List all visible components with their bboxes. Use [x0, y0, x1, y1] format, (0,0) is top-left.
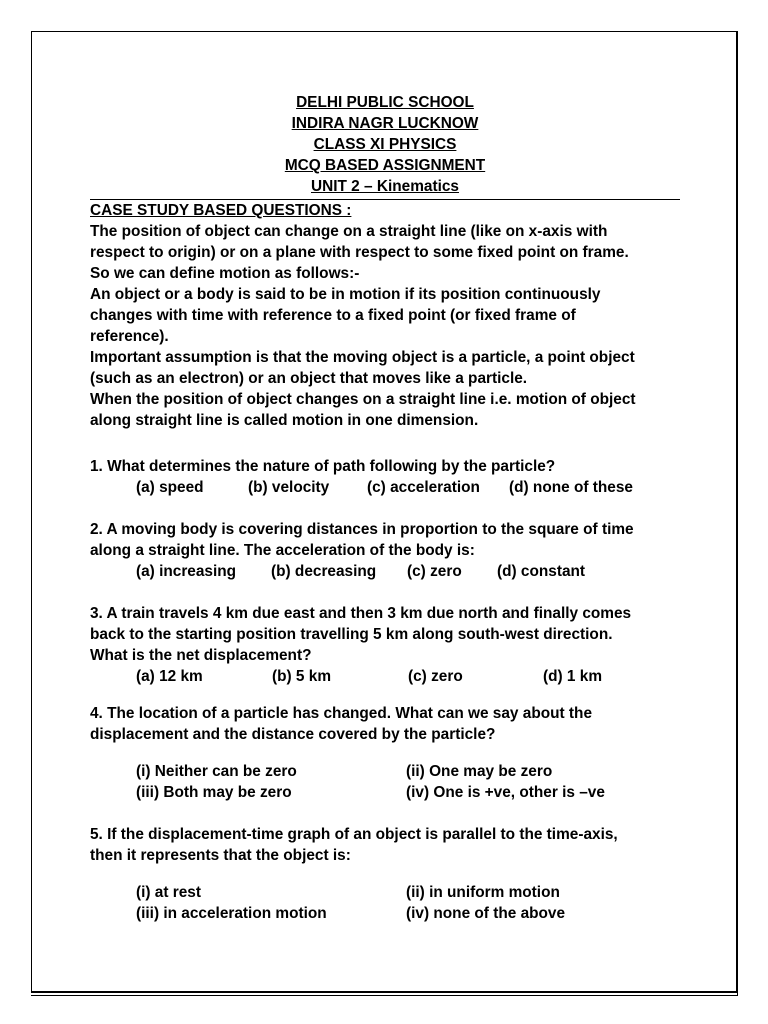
option-d: (d) none of these — [509, 479, 633, 496]
option-b: (b) 5 km — [272, 668, 332, 685]
intro-line: (such as an electron) or an object that moves like a particle. — [90, 370, 528, 387]
option-a: (a) 12 km — [136, 668, 203, 685]
question-text: 5. If the displacement-time graph of an object is parallel to the time-axis, — [90, 826, 618, 843]
question-1 — [90, 456, 690, 498]
option-iii: (iii) Both may be zero — [136, 784, 292, 801]
class-title: CLASS XI PHYSICS — [313, 136, 457, 153]
document-body — [90, 92, 690, 924]
question-4 — [90, 703, 690, 803]
question-options — [90, 882, 690, 924]
school-name: DELHI PUBLIC SCHOOL — [296, 94, 474, 111]
question-5 — [90, 824, 690, 924]
option-b: (b) velocity — [248, 479, 330, 496]
intro-line: changes with time with reference to a fixed point (or fixed frame of — [90, 307, 576, 324]
option-ii: (ii) in uniform motion — [406, 884, 560, 901]
question-text: 1. What determines the nature of path following by the particle? — [90, 458, 556, 475]
question-text: back to the starting position travelling 5 km along south-west direction. — [90, 626, 613, 643]
option-i: (i) Neither can be zero — [136, 763, 297, 780]
option-d: (d) 1 km — [543, 668, 603, 685]
intro-line: When the position of object changes on a straight line i.e. motion of object — [90, 391, 636, 408]
question-options — [90, 666, 690, 687]
intro-line: Important assumption is that the moving object is a particle, a point object — [90, 349, 635, 366]
page-border-right — [737, 31, 738, 996]
option-c: (c) zero — [407, 563, 462, 580]
school-location: INDIRA NAGR LUCKNOW — [291, 115, 479, 132]
option-iv: (iv) none of the above — [406, 905, 566, 922]
page-border-bottom-outer — [31, 995, 738, 996]
option-iii: (iii) in acceleration motion — [136, 905, 327, 922]
question-3 — [90, 603, 690, 687]
option-b: (b) decreasing — [271, 563, 377, 580]
intro-line: respect to origin) or on a plane with respect to some fixed point on frame. — [90, 244, 629, 261]
question-text: 2. A moving body is covering distances in proportion to the square of time — [90, 521, 634, 538]
question-text: 4. The location of a particle has changed. What can we say about the — [90, 705, 593, 722]
document-header — [90, 92, 680, 197]
intro-line: So we can define motion as follows:- — [90, 265, 360, 282]
option-iv: (iv) One is +ve, other is –ve — [406, 784, 605, 801]
option-c: (c) acceleration — [367, 479, 480, 496]
option-a: (a) increasing — [136, 563, 237, 580]
unit-title: UNIT 2 – Kinematics — [311, 178, 459, 195]
page-border-bottom — [31, 992, 737, 993]
intro-line: The position of object can change on a straight line (like on x-axis with — [90, 223, 608, 240]
option-ii: (ii) One may be zero — [406, 763, 553, 780]
intro-line: reference). — [90, 328, 169, 345]
question-text: then it represents that the object is: — [90, 847, 351, 864]
assignment-title: MCQ BASED ASSIGNMENT — [284, 157, 486, 174]
option-d: (d) constant — [497, 563, 586, 580]
intro-line: along straight line is called motion in one dimension. — [90, 412, 479, 429]
option-a: (a) speed — [136, 479, 204, 496]
option-i: (i) at rest — [136, 884, 201, 901]
question-options — [90, 477, 690, 498]
intro-line: An object or a body is said to be in motion if its position continuously — [90, 286, 601, 303]
question-options — [90, 561, 690, 582]
question-text: along a straight line. The acceleration of the body is: — [90, 542, 475, 559]
question-text: 3. A train travels 4 km due east and then 3 km due north and finally comes — [90, 605, 632, 622]
question-2 — [90, 519, 690, 582]
question-options — [90, 761, 690, 803]
question-text: What is the net displacement? — [90, 647, 312, 664]
question-text: displacement and the distance covered by the particle? — [90, 726, 496, 743]
intro-paragraph — [90, 221, 690, 431]
section-heading: CASE STUDY BASED QUESTIONS : — [90, 202, 352, 219]
option-c: (c) zero — [408, 668, 463, 685]
